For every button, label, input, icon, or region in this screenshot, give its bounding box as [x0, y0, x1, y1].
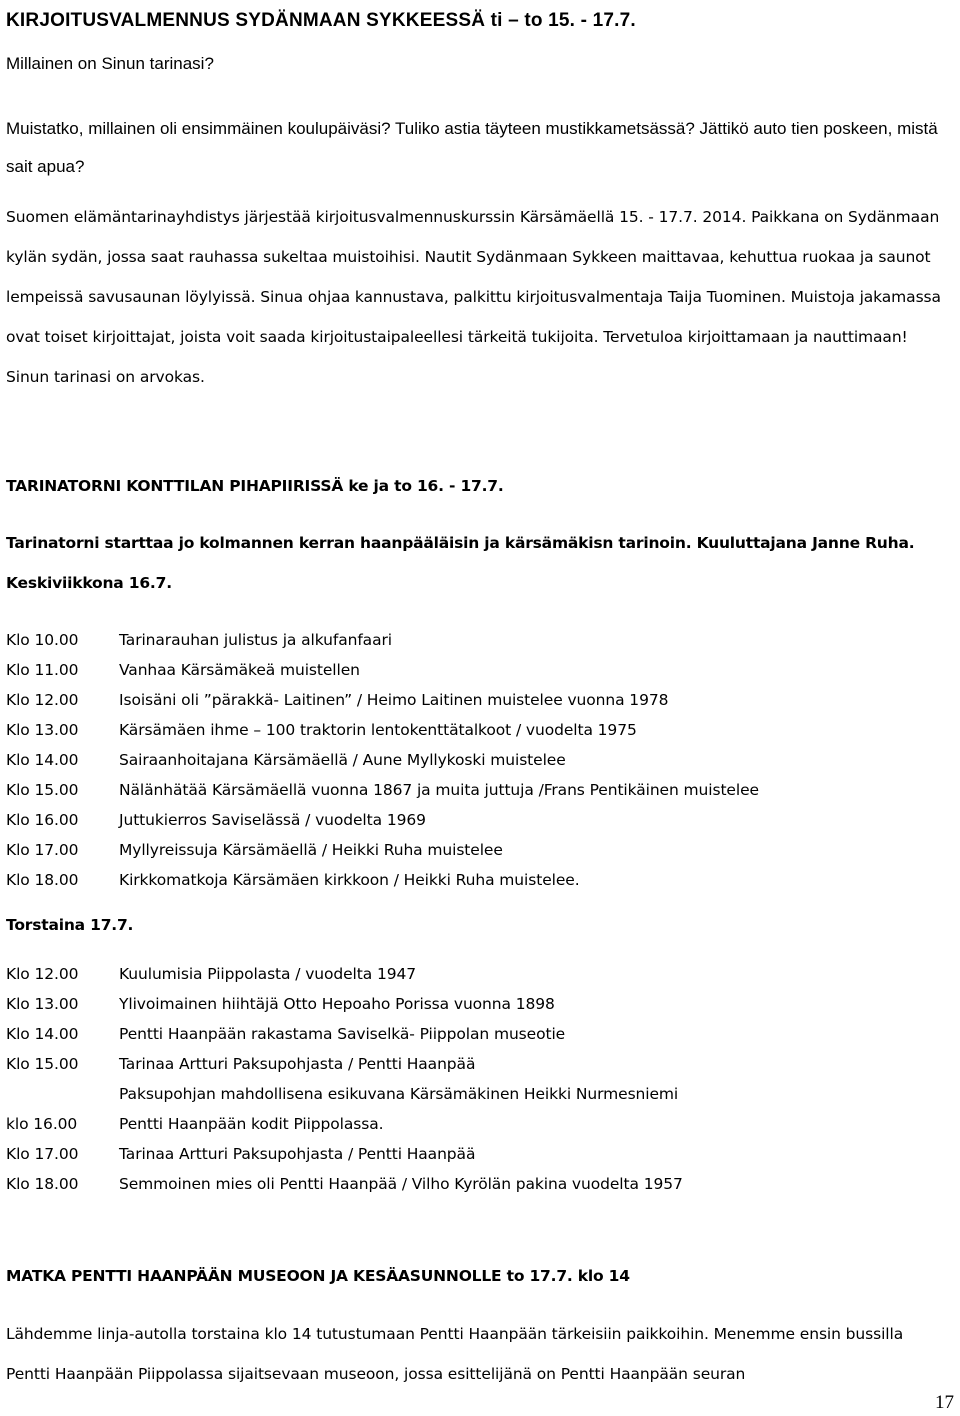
schedule-time: klo 16.00	[6, 1115, 78, 1133]
schedule-time: Klo 11.00	[6, 661, 79, 679]
schedule-event: Pentti Haanpään kodit Piippolassa.	[119, 1115, 384, 1133]
schedule-event: Isoisäni oli ”pärakkä- Laitinen” / Heimo Laitinen muistelee vuonna 1978	[119, 691, 669, 709]
schedule-event: Tarinaa Artturi Paksupohjasta / Pentti Haanpää	[119, 1145, 476, 1163]
schedule-event: Semmoinen mies oli Pentti Haanpää / Vilho Kyrölän pakina vuodelta 1957	[119, 1175, 683, 1193]
thursday-schedule	[6, 962, 944, 1202]
schedule-event: Ylivoimainen hiihtäjä Otto Hepoaho Porissa vuonna 1898	[119, 995, 555, 1013]
schedule-event: Tarinarauhan julistus ja alkufanfaari	[119, 631, 392, 649]
schedule-event: Nälänhätää Kärsämäellä vuonna 1867 ja muita juttuja /Frans Pentikäinen muistelee	[119, 781, 759, 799]
intro-paragraph: Muistatko, millainen oli ensimmäinen koulupäiväsi? Tuliko astia täyteen mustikkametsässä? Jättikö auto tien poskeen, mistä sait apua?	[6, 119, 938, 176]
schedule-row	[6, 1022, 944, 1052]
schedule-time: Klo 14.00	[6, 751, 79, 769]
schedule-time: Klo 15.00	[6, 781, 79, 799]
tarinatorni-intro: Tarinatorni starttaa jo kolmannen kerran haanpääläisin ja kärsämäkisn tarinoin. Kuuluttajana Janne Ruha. Keskiviikkona 16.7.	[6, 534, 915, 592]
schedule-row	[6, 628, 944, 658]
schedule-time: Klo 12.00	[6, 965, 79, 983]
schedule-event: Kirkkomatkoja Kärsämäen kirkkoon / Heikki Ruha muistelee.	[119, 871, 580, 889]
schedule-time: Klo 13.00	[6, 995, 79, 1013]
schedule-event: Juttukierros Saviselässä / vuodelta 1969	[119, 811, 426, 829]
schedule-row	[6, 1112, 944, 1142]
schedule-time: Klo 15.00	[6, 1055, 79, 1073]
page-title: KIRJOITUSVALMENNUS SYDÄNMAAN SYKKEESSÄ ti – to 15. - 17.7.	[6, 10, 636, 31]
schedule-row	[6, 1172, 944, 1202]
matka-heading: MATKA PENTTI HAANPÄÄN MUSEOON JA KESÄASUNNOLLE to 17.7. klo 14	[6, 1267, 630, 1285]
schedule-row	[6, 962, 944, 992]
schedule-row	[6, 1052, 944, 1082]
schedule-row	[6, 992, 944, 1022]
schedule-row	[6, 778, 944, 808]
schedule-time: Klo 10.00	[6, 631, 79, 649]
schedule-row	[6, 1082, 944, 1112]
schedule-row	[6, 808, 944, 838]
schedule-event: Sairaanhoitajana Kärsämäellä / Aune Myllykoski muistelee	[119, 751, 566, 769]
matka-paragraph: Lähdemme linja-autolla torstaina klo 14 tutustumaan Pentti Haanpään tärkeisiin paikkoihin. Menemme ensin bussilla Pentti Haanpään Piippolassa sijaitsevaan museoon, jossa esittelijänä on Pentti Haanpään seuran	[6, 1325, 904, 1383]
schedule-time: Klo 16.00	[6, 811, 79, 829]
page-number: 17	[935, 1392, 954, 1413]
schedule-row	[6, 658, 944, 688]
schedule-event: Paksupohjan mahdollisena esikuvana Kärsämäkinen Heikki Nurmesniemi	[119, 1085, 679, 1103]
schedule-time: Klo 17.00	[6, 841, 79, 859]
schedule-time: Klo 14.00	[6, 1025, 79, 1043]
subtitle: Millainen on Sinun tarinasi?	[6, 54, 214, 73]
schedule-row	[6, 748, 944, 778]
schedule-time: Klo 12.00	[6, 691, 79, 709]
schedule-row	[6, 718, 944, 748]
schedule-row	[6, 688, 944, 718]
schedule-event: Tarinaa Artturi Paksupohjasta / Pentti Haanpää	[119, 1055, 476, 1073]
schedule-event: Pentti Haanpään rakastama Saviselkä- Piippolan museotie	[119, 1025, 566, 1043]
schedule-row	[6, 1142, 944, 1172]
course-paragraph: Suomen elämäntarinayhdistys järjestää kirjoitusvalmennuskurssin Kärsämäellä 15. - 17.7. 2014. Paikkana on Sydänmaan kylän sydän, jossa saat rauhassa sukeltaa muistoihisi. Nautit Sydänmaan Sykkeen maittavaa, kehuttua ruokaa ja saunot lempeissä savusaunan löylyissä. Sinua ohjaa kannustava, palkittu kirjoitusvalmentaja Taija Tuominen. Muistoja jakamassa ovat toiset kirjoittajat, joista voit saada kirjoitustaipaleellesi tärkeitä tukijoita. Tervetuloa kirjoittamaan ja nauttimaan! Sinun tarinasi on arvokas.	[6, 208, 941, 386]
wednesday-schedule	[6, 628, 944, 898]
tarinatorni-heading: TARINATORNI KONTTILAN PIHAPIIRISSÄ ke ja to 16. - 17.7.	[6, 477, 504, 495]
schedule-event: Kuulumisia Piippolasta / vuodelta 1947	[119, 965, 417, 983]
schedule-row	[6, 838, 944, 868]
thursday-label: Torstaina 17.7.	[6, 916, 134, 934]
schedule-time: Klo 17.00	[6, 1145, 79, 1163]
schedule-time: Klo 18.00	[6, 871, 79, 889]
schedule-time: Klo 18.00	[6, 1175, 79, 1193]
schedule-event: Vanhaa Kärsämäkeä muistellen	[119, 661, 360, 679]
schedule-event: Myllyreissuja Kärsämäellä / Heikki Ruha muistelee	[119, 841, 503, 859]
schedule-row	[6, 868, 944, 898]
schedule-time: Klo 13.00	[6, 721, 79, 739]
schedule-event: Kärsämäen ihme – 100 traktorin lentokenttätalkoot / vuodelta 1975	[119, 721, 637, 739]
